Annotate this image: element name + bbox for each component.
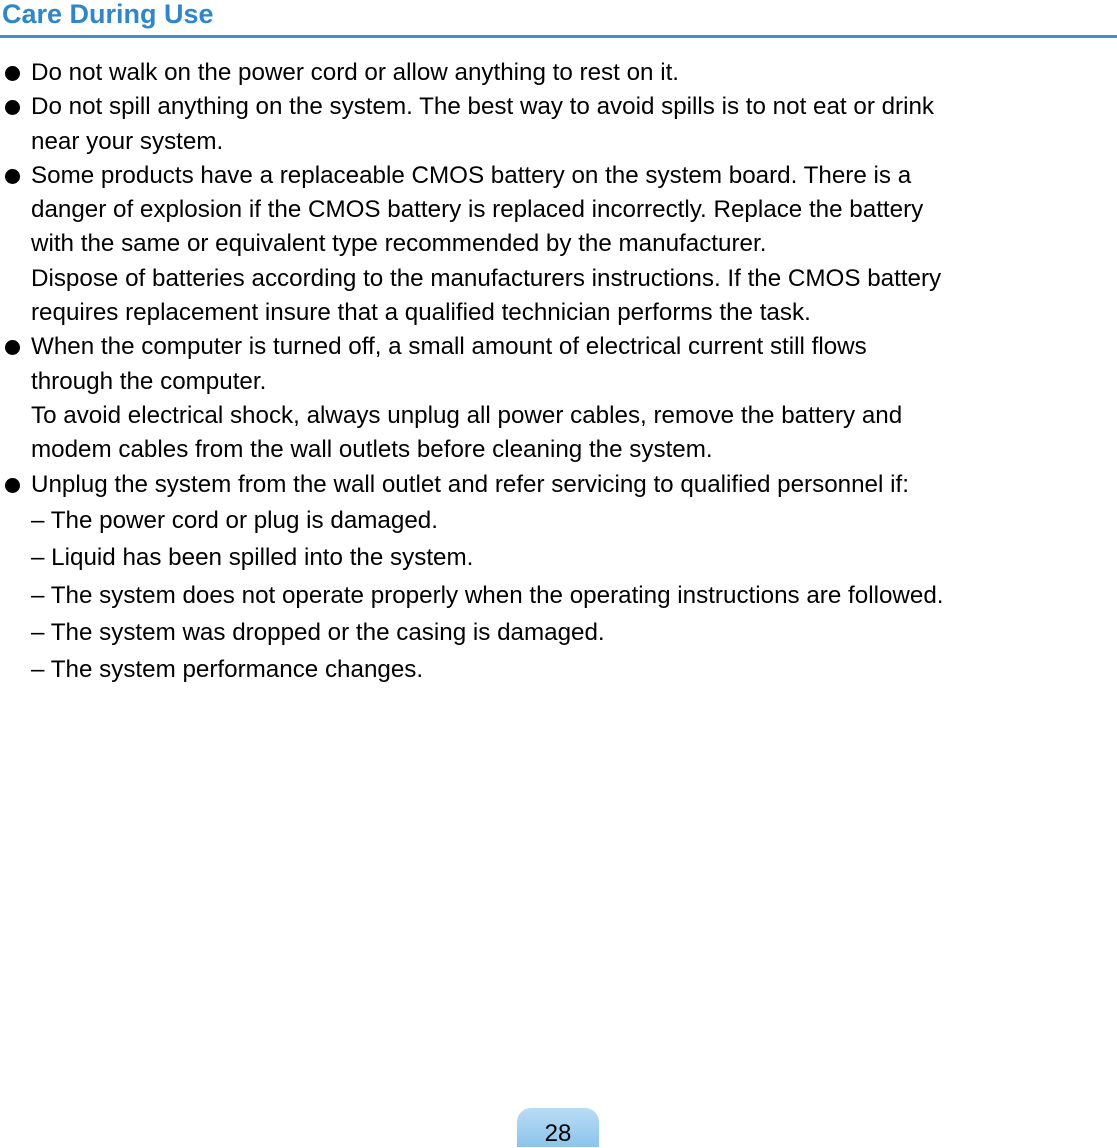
bullet-line: To avoid electrical shock, always unplug all power cables, remove the battery and [31,401,903,429]
bullet-line: Dispose of batteries according to the manufacturers instructions. If the CMOS battery [31,264,942,292]
condition-item: – The system was dropped or the casing is damaged. [31,619,605,647]
bullet-item [0,159,1117,330]
bullet-item [0,56,1117,90]
bullet-line: with the same or equivalent type recommended by the manufacturer. [31,230,767,258]
page-number: 28 [544,1120,572,1147]
bullet-line: danger of explosion if the CMOS battery is replaced incorrectly. Replace the battery [31,196,924,224]
bullet-line: When the computer is turned off, a small amount of electrical current still flows [31,333,867,361]
bullet-line: Do not walk on the power cord or allow anything to rest on it. [31,59,680,86]
bullet-line: near your system. [31,127,224,155]
section-header [0,0,1117,40]
bullet-dot-icon [5,340,20,355]
bullet-item [0,468,1117,502]
bullet-item [0,330,1117,467]
bullet-item [0,90,1117,159]
bullet-dot-icon [5,478,20,493]
bullet-dot-icon [5,66,20,81]
header-rule [0,35,1117,38]
condition-item: – The system does not operate properly when the operating instructions are followed. [31,581,944,609]
condition-item: – Liquid has been spilled into the system. [31,544,474,572]
bullet-line: Do not spill anything on the system. The best way to avoid spills is to not eat or drink [31,93,935,121]
bullet-dot-icon [5,100,20,115]
page-number-tab [517,1108,599,1147]
condition-list [0,502,1117,689]
bullet-line: modem cables from the wall outlets before cleaning the system. [31,436,713,464]
bullet-line: through the computer. [31,367,267,395]
section-title: Care During Use [2,0,214,29]
bullet-line: requires replacement insure that a qualified technician performs the task. [31,299,811,327]
bullet-line: Some products have a replaceable CMOS battery on the system board. There is a [31,161,912,189]
condition-item: – The power cord or plug is damaged. [31,506,438,534]
bullet-dot-icon [5,169,20,184]
content [0,56,1117,689]
condition-item: – The system performance changes. [31,656,424,684]
bullet-line: Unplug the system from the wall outlet and refer servicing to qualified personnel if: [31,470,909,498]
